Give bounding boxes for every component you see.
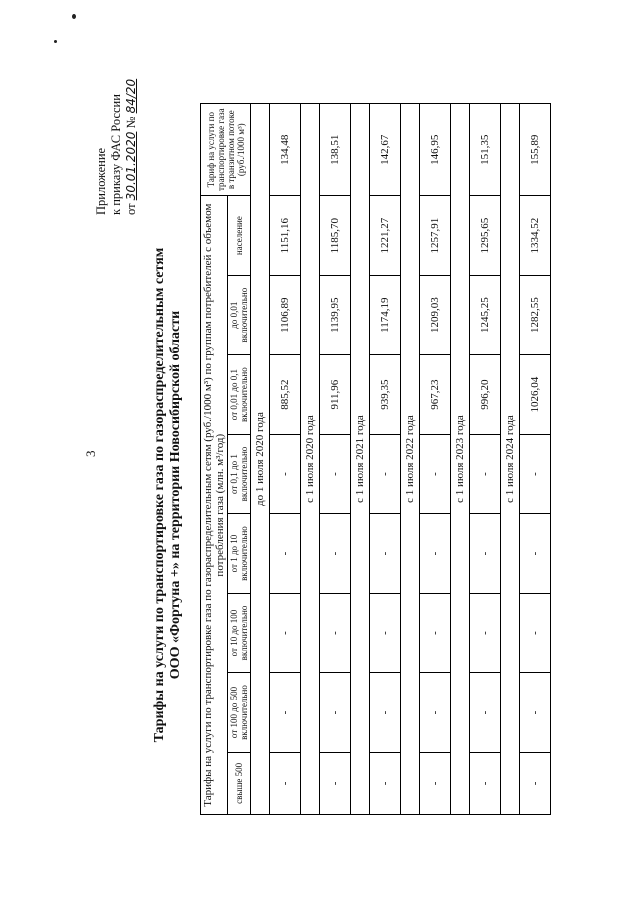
period-label: с 1 июля 2020 года xyxy=(301,104,320,815)
table-row xyxy=(520,104,551,815)
order-number-prefix: № xyxy=(124,116,138,129)
period-label: с 1 июля 2022 года xyxy=(401,104,420,815)
table-cell: - xyxy=(370,752,401,814)
table-cell: - xyxy=(520,593,551,672)
table-cell: - xyxy=(320,434,351,513)
table-cell: - xyxy=(270,752,301,814)
table-cell: 138,51 xyxy=(320,104,351,196)
table-cell: - xyxy=(320,752,351,814)
table-cell: 885,52 xyxy=(270,355,301,434)
table-cell: 134,48 xyxy=(270,104,301,196)
table-row xyxy=(320,104,351,815)
column-header: до 0,01 включительно xyxy=(228,275,251,354)
table-cell: 967,23 xyxy=(420,355,451,434)
table-cell: - xyxy=(320,593,351,672)
table-cell: - xyxy=(370,434,401,513)
table-cell: 1174,19 xyxy=(370,275,401,354)
table-cell: 155,89 xyxy=(520,104,551,196)
table-cell: 1209,03 xyxy=(420,275,451,354)
table-cell: - xyxy=(370,593,401,672)
table-cell: - xyxy=(520,752,551,814)
table-cell: - xyxy=(320,514,351,593)
table-cell: - xyxy=(270,514,301,593)
table-cell: 1106,89 xyxy=(270,275,301,354)
appendix-order-line xyxy=(124,55,139,215)
table-cell: - xyxy=(470,593,501,672)
table-cell: 911,96 xyxy=(320,355,351,434)
document-title xyxy=(152,125,184,865)
column-header-row xyxy=(228,104,251,815)
page-number: 3 xyxy=(83,450,98,457)
table-cell: - xyxy=(470,752,501,814)
table-cell: 1139,95 xyxy=(320,275,351,354)
column-header: от 0,1 до 1 включительно xyxy=(228,434,251,513)
transit-header: Тариф на услуги по транспортировке газа в транзитном потоке (руб./1000 м³) xyxy=(201,104,251,196)
table-cell: - xyxy=(470,434,501,513)
table-row xyxy=(270,104,301,815)
column-header: от 0,01 до 0,1 включительно xyxy=(228,355,251,434)
column-header: от 100 до 500 включительно xyxy=(228,673,251,752)
table-cell: - xyxy=(420,514,451,593)
period-label: до 1 июля 2020 года xyxy=(251,104,270,815)
table-cell: - xyxy=(420,434,451,513)
group-header: Тарифы на услуги по транспортировке газа по газораспределительным сетям (руб./1000 м³) по группам потребителей с объемом потребления газа (млн. м³/год) xyxy=(201,196,228,815)
table-cell: - xyxy=(420,673,451,752)
appendix-label: Приложение xyxy=(94,147,108,215)
table-cell: - xyxy=(370,514,401,593)
table-cell: 1245,25 xyxy=(470,275,501,354)
table-cell: 1295,65 xyxy=(470,196,501,276)
table-cell: - xyxy=(270,434,301,513)
table-cell: 996,20 xyxy=(470,355,501,434)
table-cell: - xyxy=(420,593,451,672)
table-row xyxy=(420,104,451,815)
order-date-prefix: от xyxy=(124,203,138,215)
table-cell: - xyxy=(470,673,501,752)
table-cell: - xyxy=(520,673,551,752)
table-row xyxy=(470,104,501,815)
table-cell: - xyxy=(370,673,401,752)
column-header: от 1 до 10 включительно xyxy=(228,514,251,593)
period-label: с 1 июля 2023 года xyxy=(451,104,470,815)
order-date: 30.01.2020 xyxy=(124,131,138,201)
table-cell: 1257,91 xyxy=(420,196,451,276)
table-cell: - xyxy=(270,673,301,752)
table-cell: 1026,04 xyxy=(520,355,551,434)
title-line-2: ООО «Фортуна +» на территории Новосибирской области xyxy=(168,310,183,680)
column-header: население xyxy=(228,196,251,276)
column-header: свыше 500 xyxy=(228,752,251,814)
table-cell: - xyxy=(270,593,301,672)
column-header: от 10 до 100 включительно xyxy=(228,593,251,672)
table-cell: 1185,70 xyxy=(320,196,351,276)
table-cell: - xyxy=(520,514,551,593)
table-cell: 939,35 xyxy=(370,355,401,434)
order-number: 84/20 xyxy=(124,78,138,114)
table-cell: - xyxy=(320,673,351,752)
table-cell: 1282,55 xyxy=(520,275,551,354)
period-label: с 1 июля 2021 года xyxy=(351,104,370,815)
appendix-order-ref: к приказу ФАС России xyxy=(109,94,123,215)
table-cell: 142,67 xyxy=(370,104,401,196)
title-line-1: Тарифы на услуги по транспортировке газа по газораспределительным сетям xyxy=(152,247,167,743)
table-cell: 146,95 xyxy=(420,104,451,196)
table-cell: - xyxy=(470,514,501,593)
table-cell: 151,35 xyxy=(470,104,501,196)
table-cell: 1334,52 xyxy=(520,196,551,276)
appendix-block xyxy=(94,55,139,215)
period-label: с 1 июля 2024 года xyxy=(501,104,520,815)
table-cell: - xyxy=(520,434,551,513)
table-cell: - xyxy=(420,752,451,814)
table-cell: 1151,16 xyxy=(270,196,301,276)
table-cell: 1221,27 xyxy=(370,196,401,276)
table-row xyxy=(370,104,401,815)
tariff-table xyxy=(200,103,551,815)
